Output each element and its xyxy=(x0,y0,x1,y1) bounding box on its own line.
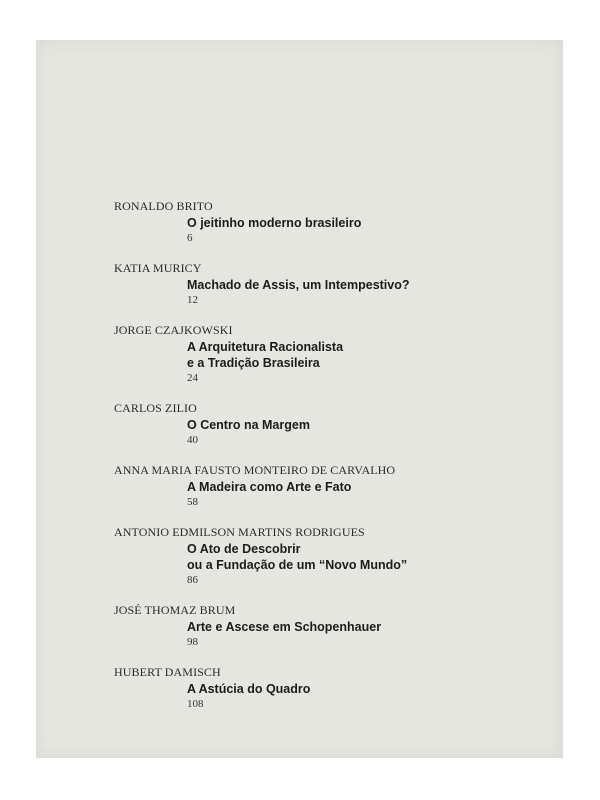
essay-title-continued: ou a Fundação de um “Novo Mundo” xyxy=(187,558,408,572)
essay-title: A Arquitetura Racionalista xyxy=(187,340,344,354)
book-page xyxy=(36,40,563,758)
toc-entry xyxy=(114,198,534,246)
toc-entry xyxy=(114,664,534,712)
page-number: 12 xyxy=(187,294,198,306)
essay-title: O Centro na Margem xyxy=(187,418,310,432)
author-name: CARLOS ZILIO xyxy=(114,401,197,415)
page-number: 86 xyxy=(187,574,198,586)
toc-entry xyxy=(114,260,534,308)
author-name: ANTONIO EDMILSON MARTINS RODRIGUES xyxy=(114,525,365,539)
page-number: 6 xyxy=(187,232,193,244)
toc-entry xyxy=(114,400,534,448)
page-number: 40 xyxy=(187,434,198,446)
toc-entry xyxy=(114,322,534,386)
page-number: 58 xyxy=(187,496,198,508)
table-of-contents xyxy=(114,198,534,712)
essay-title: Machado de Assis, um Intempestivo? xyxy=(187,278,410,292)
toc-entry xyxy=(114,602,534,650)
essay-title: A Astúcia do Quadro xyxy=(187,682,311,696)
essay-title-continued: e a Tradição Brasileira xyxy=(187,356,320,370)
author-name: JOSÉ THOMAZ BRUM xyxy=(114,603,236,617)
page-number: 108 xyxy=(187,698,204,710)
essay-title: O Ato de Descobrir xyxy=(187,542,301,556)
author-name: KATIA MURICY xyxy=(114,261,202,275)
essay-title: Arte e Ascese em Schopenhauer xyxy=(187,620,382,634)
author-name: RONALDO BRITO xyxy=(114,199,213,213)
toc-entry xyxy=(114,462,534,510)
essay-title: A Madeira como Arte e Fato xyxy=(187,480,352,494)
author-name: JORGE CZAJKOWSKI xyxy=(114,323,233,337)
essay-title: O jeitinho moderno brasileiro xyxy=(187,216,362,230)
page-number: 98 xyxy=(187,636,198,648)
toc-entry xyxy=(114,524,534,588)
author-name: ANNA MARIA FAUSTO MONTEIRO DE CARVALHO xyxy=(114,463,396,477)
page-number: 24 xyxy=(187,372,198,384)
author-name: HUBERT DAMISCH xyxy=(114,665,221,679)
